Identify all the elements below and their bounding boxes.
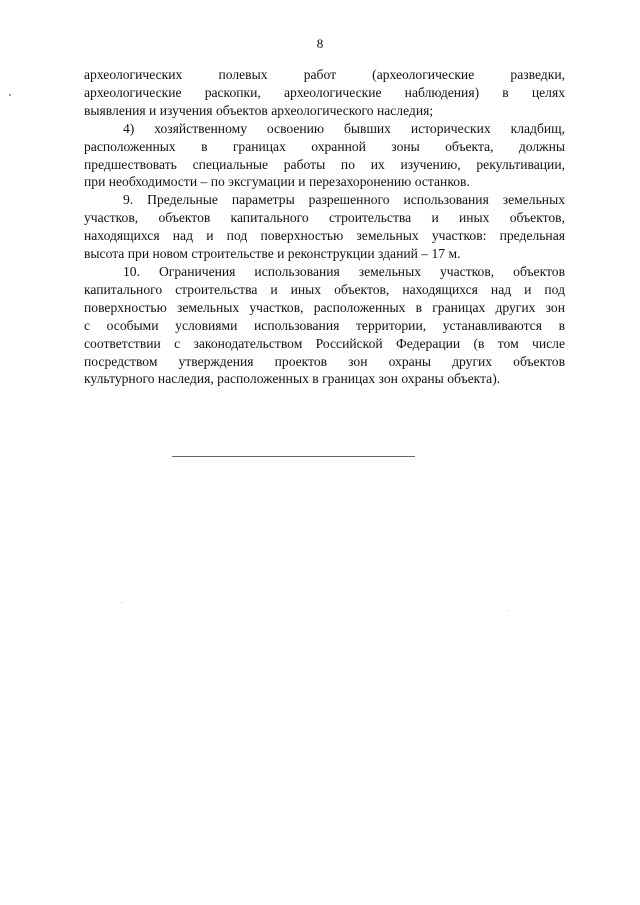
- paragraph-item-4: [84, 120, 565, 192]
- text-line: археологические раскопки, археологические наблюдения) в целях: [84, 84, 565, 100]
- text-line: высота при новом строительстве и реконструкции зданий – 17 м.: [84, 246, 461, 262]
- text-line: выявления и изучения объектов археологического наследия;: [84, 102, 434, 118]
- paragraph-archaeological-works: [84, 66, 565, 120]
- scan-speck: [9, 94, 11, 96]
- text-line: соответствии с законодательством Российской Федерации (в том числе: [84, 335, 565, 351]
- text-line: участков, объектов капитального строительства и иных объектов,: [84, 210, 565, 226]
- document-body: [84, 66, 565, 388]
- text-line: 9. Предельные параметры разрешенного использования земельных: [123, 192, 565, 208]
- text-line: расположенных в границах охранной зоны объекта, должны: [84, 138, 565, 154]
- text-line: с особыми условиями использования территории, устанавливаются в: [84, 317, 565, 333]
- text-line: поверхностью земельных участков, расположенных в границах других зон: [84, 299, 565, 315]
- scan-speck: [507, 610, 508, 611]
- text-line: при необходимости – по эксгумации и перезахоронению останков.: [84, 174, 470, 190]
- text-line: капитального строительства и иных объектов, находящихся над и под: [84, 281, 565, 297]
- text-line: предшествовать специальные работы по их изучению, рекультивации,: [84, 156, 565, 172]
- paragraph-section-9: [84, 191, 565, 263]
- page-number: 8: [316, 36, 324, 51]
- end-separator-line: [172, 456, 415, 457]
- text-line: археологических полевых работ (археологические разведки,: [84, 67, 565, 82]
- paragraph-section-10: [84, 263, 565, 388]
- text-line: посредством утверждения проектов зон охраны других объектов: [84, 353, 565, 369]
- text-line: культурного наследия, расположенных в границах зон охраны объекта).: [84, 371, 501, 387]
- text-line: 10. Ограничения использования земельных участков, объектов: [123, 263, 565, 279]
- text-line: 4) хозяйственному освоению бывших исторических кладбищ,: [123, 120, 565, 136]
- scan-speck: [121, 602, 122, 603]
- text-line: находящихся над и под поверхностью земельных участков: предельная: [84, 228, 565, 244]
